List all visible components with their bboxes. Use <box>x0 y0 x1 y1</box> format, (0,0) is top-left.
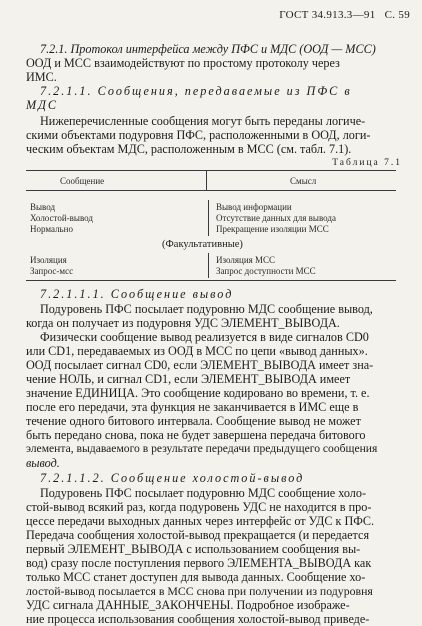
paragraph-line: течение одного битового интервала. Сообщение вывод не может <box>26 414 361 428</box>
paragraph-line: цессе передачи выходных данных через интерфейс от УДС к ПФС. <box>26 514 375 528</box>
page-number: С. 59 <box>384 9 410 21</box>
section-7-2-1-1-2-heading: 7.2.1.1.2. Сообщение холостой-вывод <box>40 471 305 485</box>
paragraph-line: чение НОЛЬ, и сигнал CD1, если ЭЛЕМЕНТ_ВЫВОДА имеет <box>26 372 351 386</box>
section-7-2-1-1-heading: 7.2.1.1. Сообщения, передаваемые из ПФС в <box>40 84 352 98</box>
paragraph-line: быть передано снова, пока не будет завершена передача битового <box>26 428 366 442</box>
paragraph-line: Физически сообщение вывод реализуется в виде сигналов CD0 <box>40 330 369 344</box>
paragraph-line: когда он получает из подуровня УДС ЭЛЕМЕНТ_ВЫВОДА. <box>26 316 340 330</box>
paragraph-line: скими объектами подуровня ПФС, расположенными в ООД, логи- <box>26 128 371 142</box>
paragraph-line: Нижеперечисленные сообщения могут быть переданы логиче- <box>40 114 366 128</box>
paragraph-line: только МСС станет доступен для вывода данных. Сообщение хо- <box>26 570 366 584</box>
table-header-divider <box>206 170 207 190</box>
table-bottom-rule <box>26 280 396 281</box>
table-cell-meaning: Прекращение изоляции МСС <box>216 224 329 234</box>
paragraph-line: Передача сообщения холостой-вывод прекращается (и передается <box>26 528 370 542</box>
section-7-2-1-1-1-heading: 7.2.1.1.1. Сообщение вывод <box>40 287 234 301</box>
table-optional-label: (Факультативные) <box>162 239 243 250</box>
paragraph-line: стой-вывод всякий раз, когда подуровень УДС не находится в про- <box>26 500 372 514</box>
table-header-rule <box>26 190 396 191</box>
paragraph-line: Подуровень ПФС посылает подуровню МДС сообщение вывод, <box>40 302 373 316</box>
paragraph-line: Подуровень ПФС посылает подуровню МДС сообщение холо- <box>40 486 367 500</box>
paragraph-line: вывод. <box>26 456 60 470</box>
paragraph-line: вод) сразу после поступления первого ЭЛЕМЕНТА_ВЫВОДА как <box>26 556 372 570</box>
paragraph-line: лостой-вывод посылается в МСС снова при получении из подуровня <box>26 584 373 598</box>
paragraph-line: значение ЕДИНИЦА. Это сообщение кодировано во времени, т. е. <box>26 386 370 400</box>
table-cell-meaning: Отсутствие данных для вывода <box>216 213 336 223</box>
table-header-meaning: Смысл <box>290 176 317 186</box>
table-cell-message: Нормально <box>30 224 73 234</box>
paragraph-line: первый ЭЛЕМЕНТ_ВЫВОДА с использованием сообщения вы- <box>26 542 361 556</box>
paragraph-line: или CD1, передаваемых из ООД в МСС по цепи «вывод данных». <box>26 344 368 358</box>
table-cell-message: Вывод <box>30 202 56 212</box>
table-cell-meaning: Вывод информации <box>216 202 292 212</box>
paragraph-line: УДС сигнала ДАННЫЕ_ЗАКОНЧЕНЫ. Подробное изображе- <box>26 598 350 612</box>
section-7-2-1-heading: 7.2.1. Протокол интерфейса между ПФС и МДС (ООД — МСС) <box>40 42 376 56</box>
table-cell-meaning: Изоляция МСС <box>216 255 276 265</box>
paragraph-line: элемента, выдаваемого в результате передачи предыдущего сообщения <box>26 442 378 455</box>
table-top-rule <box>26 170 396 171</box>
table-cell-message: Холостой-вывод <box>30 213 93 223</box>
paragraph-line: ческим объектам МДС, расположенным в МСС (см. табл. 7.1). <box>26 142 352 156</box>
table-header-message: Сообщение <box>60 176 105 186</box>
paragraph-line: ООД и МСС взаимодействуют по простому протоколу через <box>26 56 340 70</box>
table-caption: Таблица 7.1 <box>332 158 402 168</box>
paragraph-line: после его передачи, эта функция не заканчивается в ИМС еще в <box>26 400 359 414</box>
table-divider <box>208 200 209 236</box>
paragraph-line: ние процесса использования сообщения холостой-вывод приведе- <box>26 612 370 626</box>
section-7-2-1-1-heading-cont: МДС <box>26 98 59 112</box>
standard-number: ГОСТ 34.913.3—91 <box>279 9 376 21</box>
table-cell-message: Запрос-мсс <box>30 266 74 276</box>
paragraph-line: ООД посылает сигнал CD0, если ЭЛЕМЕНТ_ВЫВОДА имеет зна- <box>26 358 374 372</box>
page-header <box>279 9 410 21</box>
table-divider <box>208 253 209 278</box>
table-cell-meaning: Запрос доступности МСС <box>216 266 316 276</box>
paragraph-line: ИМС. <box>26 70 57 84</box>
table-cell-message: Изоляция <box>30 255 67 265</box>
